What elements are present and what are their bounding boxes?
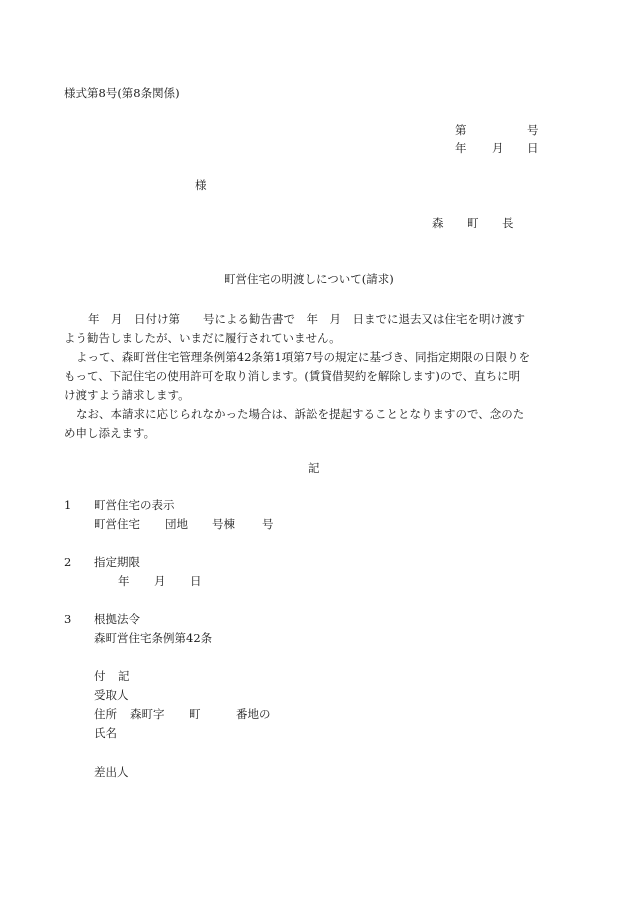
item-2-heading: 指定期限: [94, 555, 140, 569]
body-line: め申し添えます。: [64, 426, 156, 440]
body-line: もって、下記住宅の使用許可を取り消します。(賃貸借契約を解除します)ので、直ちに明: [64, 369, 521, 383]
body-line: よって、森町営住宅管理条例第42条第1項第7号の規定に基づき、同指定期限の日限りを: [76, 350, 531, 364]
doc-number-dai: 第: [455, 123, 467, 137]
body-line: よう勧告しましたが、いまだに履行されていません。: [64, 331, 341, 345]
body-paragraph-3: [64, 405, 554, 443]
item-1-go: 号: [262, 517, 274, 531]
item-2-month: 月: [154, 574, 166, 588]
name-label: 氏名: [94, 726, 117, 740]
ki-heading: 記: [308, 461, 320, 475]
issuer-char-2: 町: [467, 216, 479, 230]
item-1-gotou: 号棟: [212, 517, 235, 531]
item-3-number: 3: [64, 612, 72, 626]
body-line: け渡すよう請求します。: [64, 388, 190, 402]
issuer-char-3: 長: [502, 216, 514, 230]
doc-number-go: 号: [527, 123, 539, 137]
addressee-suffix: 様: [195, 178, 207, 192]
form-label: 様式第8号(第8条関係): [64, 86, 180, 100]
address-value: 森町字: [130, 707, 165, 721]
address-label: 住所: [94, 707, 117, 721]
address-banchi: 番地の: [236, 707, 271, 721]
item-1-danchi: 団地: [165, 517, 188, 531]
doc-date-month: 月: [492, 141, 504, 155]
item-1-number: 1: [64, 498, 72, 512]
issuer-char-1: 森: [432, 216, 444, 230]
doc-date-day: 日: [527, 141, 539, 155]
body-line: 年 月 日付け第 号による勧告書で 年 月 日までに退去又は住宅を明け渡す: [88, 312, 525, 326]
item-3-value: 森町営住宅条例第42条: [94, 631, 213, 645]
item-2-number: 2: [64, 555, 72, 569]
item-2-year: 年: [118, 574, 130, 588]
body-line: なお、本請求に応じられなかった場合は、訴訟を提起することとなりますので、念のた: [76, 407, 525, 421]
item-3-heading: 根拠法令: [94, 612, 140, 626]
body-paragraph-2: [64, 348, 554, 405]
sender-label: 差出人: [94, 765, 129, 779]
address-cho: 町: [189, 707, 201, 721]
recipient-label: 受取人: [94, 688, 129, 702]
item-2-day: 日: [190, 574, 202, 588]
fuki-char-1: 付: [94, 669, 106, 683]
doc-date-year: 年: [455, 141, 467, 155]
fuki-char-2: 記: [118, 669, 130, 683]
item-1-housing: 町営住宅: [94, 517, 140, 531]
body-paragraph-1: [64, 310, 554, 348]
item-1-heading: 町営住宅の表示: [94, 498, 175, 512]
document-title: 町営住宅の明渡しについて(請求): [224, 272, 394, 286]
